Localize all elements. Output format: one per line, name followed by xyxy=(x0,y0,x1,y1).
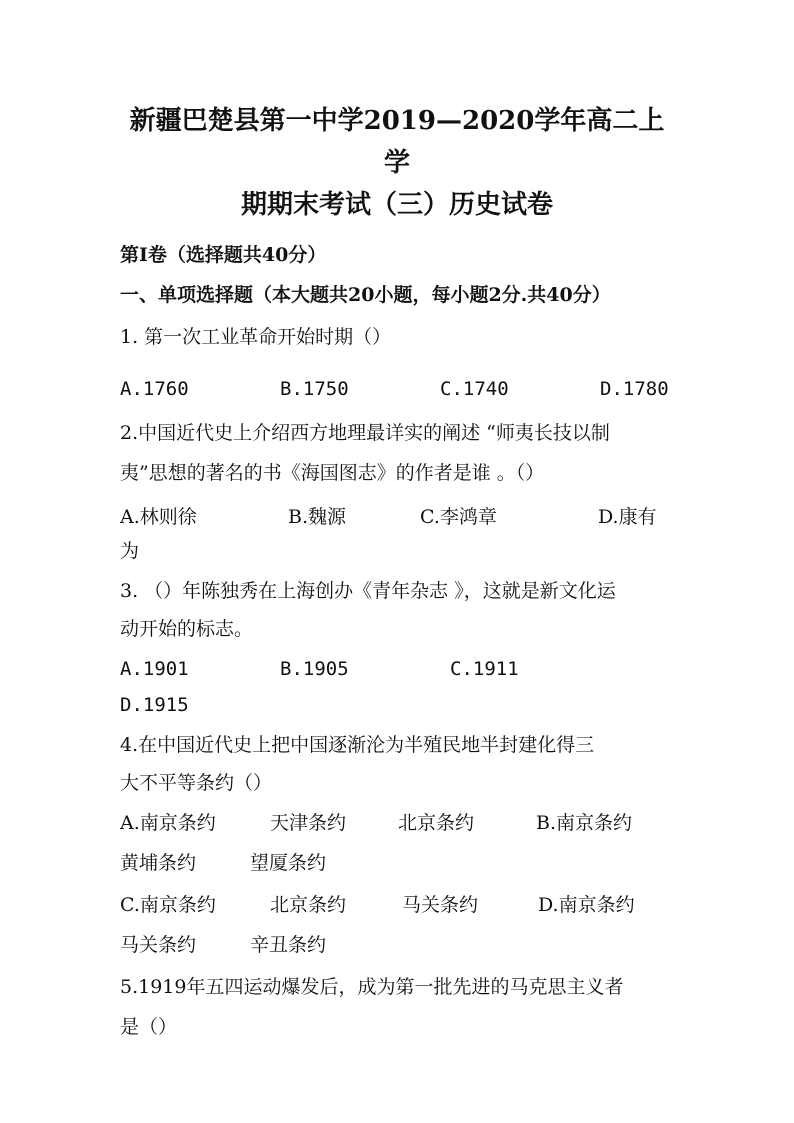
question-3-stem-line-2: 动开始的标志。 xyxy=(120,618,254,640)
document-title-line-2: 期期末考试（三）历史试卷 xyxy=(240,190,553,220)
question-3-option-a: A.1901 xyxy=(120,658,189,680)
question-4-option-a-treaty-3: 北京条约 xyxy=(398,812,475,834)
question-4-options-row-2 xyxy=(120,842,674,882)
question-2-option-d: D.康有 xyxy=(598,506,657,528)
question-1-stem: 1. 第一次工业革命开始时期（） xyxy=(120,326,392,348)
question-1-option-a: A.1760 xyxy=(120,378,189,400)
question-3-option-b: B.1905 xyxy=(280,658,349,680)
question-4-stem-line-2: 大不平等条约（） xyxy=(120,772,273,794)
question-3-options xyxy=(120,648,674,688)
question-2-option-a: A.林则徐 xyxy=(120,506,197,528)
question-3-option-c: C.1911 xyxy=(450,658,519,680)
question-4-option-b-treaty-2: 黄埔条约 xyxy=(120,852,197,874)
question-2-option-d-wrap: 为 xyxy=(120,540,140,562)
question-4-option-d-treaty-2: 马关条约 xyxy=(120,934,197,956)
question-4-option-c: C.南京条约 xyxy=(120,894,216,916)
question-4-option-d-treaty-3: 辛丑条约 xyxy=(250,934,327,956)
document-title-line-1: 新疆巴楚县第一中学2019—2020学年高二上学 xyxy=(129,106,665,178)
question-4-option-a: A.南京条约 xyxy=(120,812,216,834)
question-4-option-b-treaty-3: 望厦条约 xyxy=(250,852,327,874)
question-2-options xyxy=(120,496,674,536)
question-2-stem-line-1: 2.中国近代史上介绍西方地理最详实的阐述 “师夷长技以制 xyxy=(120,422,610,444)
question-2-option-b: B.魏源 xyxy=(288,506,347,528)
question-2-stem-line-2: 夷”思想的著名的书《海国图志》的作者是谁 。（） xyxy=(120,462,545,484)
question-1-option-c: C.1740 xyxy=(440,378,509,400)
question-4-option-c-treaty-2: 北京条约 xyxy=(270,894,347,916)
question-3-stem-line-1: 3. （）年陈独秀在上海创办《青年杂志 》，这就是新文化运 xyxy=(120,580,616,602)
question-4-option-a-treaty-2: 天津条约 xyxy=(270,812,347,834)
question-4-option-b: B.南京条约 xyxy=(536,812,633,834)
question-5-stem-line-1: 5.1919年五四运动爆发后，成为第一批先进的马克思主义者 xyxy=(120,976,624,998)
section-heading-part-1: 第Ⅰ卷（选择题共40分） xyxy=(120,244,327,266)
question-3-option-d: D.1915 xyxy=(120,694,189,716)
question-2-option-c: C.李鸿章 xyxy=(420,506,497,528)
question-1-option-d: D.1780 xyxy=(600,378,669,400)
question-4-option-c-treaty-3: 马关条约 xyxy=(402,894,479,916)
section-heading-single-choice: 一、单项选择题（本大题共20小题，每小题2分.共40分） xyxy=(120,284,611,306)
question-4-options-row-3 xyxy=(120,884,674,924)
question-4-stem-line-1: 4.在中国近代史上把中国逐渐沦为半殖民地半封建化得三 xyxy=(120,734,595,756)
question-5-stem-line-2: 是（） xyxy=(120,1016,178,1038)
question-4-options-row-1 xyxy=(120,802,674,842)
question-1-options xyxy=(120,368,674,408)
question-1-option-b: B.1750 xyxy=(280,378,349,400)
question-4-option-d: D.南京条约 xyxy=(538,894,635,916)
question-4-options-row-4 xyxy=(120,924,674,964)
